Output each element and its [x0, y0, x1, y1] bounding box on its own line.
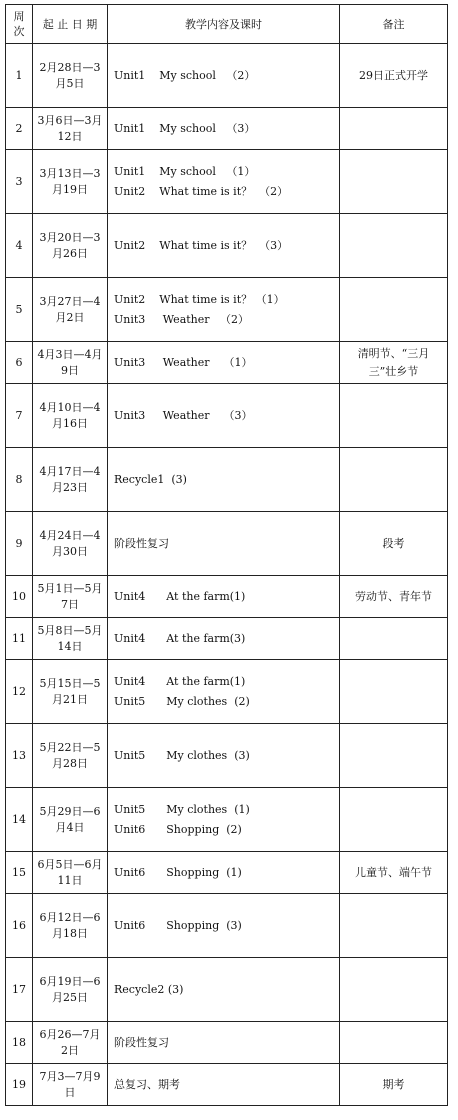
schedule-body — [6, 44, 448, 1106]
lesson-content — [108, 788, 340, 852]
remark: 段考 — [340, 512, 448, 576]
lesson-content — [108, 724, 340, 788]
lesson-content — [108, 852, 340, 894]
remark: 儿童节、端午节 — [340, 852, 448, 894]
remark: 期考 — [340, 1064, 448, 1106]
date-range: 4月24日—4月30日 — [33, 512, 108, 576]
lesson-line: Unit5 My clothes (3) — [114, 748, 250, 762]
lesson-line: Unit5 My clothes (2) — [114, 694, 250, 708]
lesson-content — [108, 894, 340, 958]
lesson-line: Unit2 What time is it？ （3） — [114, 238, 289, 252]
table-row — [6, 448, 448, 512]
week-number: 18 — [6, 1022, 33, 1064]
schedule-sheet — [5, 4, 448, 1106]
date-range: 5月29日—6月4日 — [33, 788, 108, 852]
remark — [340, 384, 448, 448]
lesson-content — [108, 278, 340, 342]
lesson-line: 总复习、期考 — [114, 1077, 180, 1091]
date-range: 7月3—7月9日 — [33, 1064, 108, 1106]
date-range: 5月1日—5月7日 — [33, 576, 108, 618]
lesson-content — [108, 150, 340, 214]
lesson-content — [108, 108, 340, 150]
lesson-line: Unit6 Shopping (3) — [114, 918, 242, 932]
lesson-line: Unit4 At the farm(1) — [114, 589, 246, 603]
date-range: 5月15日—5月21日 — [33, 660, 108, 724]
lesson-line: Recycle2 (3) — [114, 982, 184, 996]
table-row — [6, 278, 448, 342]
remark — [340, 958, 448, 1022]
week-number: 7 — [6, 384, 33, 448]
week-number: 12 — [6, 660, 33, 724]
lesson-line: Unit3 Weather （3） — [114, 408, 253, 422]
table-row — [6, 724, 448, 788]
table-row — [6, 618, 448, 660]
table-row — [6, 852, 448, 894]
remark — [340, 724, 448, 788]
lesson-line: Unit6 Shopping (2) — [114, 822, 242, 836]
remark — [340, 448, 448, 512]
week-number: 15 — [6, 852, 33, 894]
lesson-line: Unit4 At the farm(1) — [114, 674, 246, 688]
header-row — [6, 5, 448, 44]
lesson-line: Unit1 My school （2） — [114, 68, 256, 82]
remark — [340, 660, 448, 724]
header-week: 周次 — [6, 5, 33, 44]
table-row — [6, 1064, 448, 1106]
lesson-content — [108, 384, 340, 448]
week-number: 10 — [6, 576, 33, 618]
week-number: 8 — [6, 448, 33, 512]
lesson-line: Unit1 My school （1） — [114, 164, 256, 178]
week-number: 2 — [6, 108, 33, 150]
date-range: 5月8日—5月14日 — [33, 618, 108, 660]
lesson-line: Unit2 What time is it？ （2） — [114, 184, 289, 198]
lesson-line: Unit2 What time is it？ （1） — [114, 292, 285, 306]
date-range: 3月20日—3月26日 — [33, 214, 108, 278]
lesson-line: Unit5 My clothes (1) — [114, 802, 250, 816]
lesson-line: 阶段性复习 — [114, 536, 169, 550]
remark: 清明节、“三月三”壮乡节 — [340, 342, 448, 384]
remark — [340, 150, 448, 214]
remark: 29日正式开学 — [340, 44, 448, 108]
remark — [340, 108, 448, 150]
table-row — [6, 1022, 448, 1064]
table-row — [6, 342, 448, 384]
date-range: 2月28日—3月5日 — [33, 44, 108, 108]
week-number: 1 — [6, 44, 33, 108]
remark — [340, 278, 448, 342]
week-number: 3 — [6, 150, 33, 214]
remark — [340, 618, 448, 660]
date-range: 6月19日—6月25日 — [33, 958, 108, 1022]
week-number: 5 — [6, 278, 33, 342]
date-range: 3月13日—3月19日 — [33, 150, 108, 214]
date-range: 6月5日—6月11日 — [33, 852, 108, 894]
table-row — [6, 384, 448, 448]
lesson-line: 阶段性复习 — [114, 1035, 169, 1049]
lesson-line: Unit6 Shopping (1) — [114, 865, 242, 879]
lesson-content — [108, 660, 340, 724]
date-range: 4月17日—4月23日 — [33, 448, 108, 512]
week-number: 13 — [6, 724, 33, 788]
lesson-line: Recycle1 (3) — [114, 472, 187, 486]
table-row — [6, 788, 448, 852]
date-range: 4月3日—4月9日 — [33, 342, 108, 384]
lesson-line: Unit3 Weather （2） — [114, 312, 250, 326]
remark — [340, 1022, 448, 1064]
date-range: 3月6日—3月12日 — [33, 108, 108, 150]
lesson-content — [108, 214, 340, 278]
lesson-content — [108, 576, 340, 618]
lesson-content — [108, 1022, 340, 1064]
remark: 劳动节、青年节 — [340, 576, 448, 618]
week-number: 6 — [6, 342, 33, 384]
table-row — [6, 108, 448, 150]
table-row — [6, 44, 448, 108]
date-range: 3月27日—4月2日 — [33, 278, 108, 342]
table-row — [6, 150, 448, 214]
lesson-content — [108, 44, 340, 108]
date-range: 6月26—7月2日 — [33, 1022, 108, 1064]
remark — [340, 788, 448, 852]
table-row — [6, 958, 448, 1022]
lesson-content — [108, 342, 340, 384]
week-number: 9 — [6, 512, 33, 576]
header-date: 起 止 日 期 — [33, 5, 108, 44]
table-row — [6, 576, 448, 618]
lesson-content — [108, 618, 340, 660]
lesson-line: Unit1 My school （3） — [114, 121, 256, 135]
week-number: 17 — [6, 958, 33, 1022]
remark — [340, 894, 448, 958]
table-row — [6, 214, 448, 278]
date-range: 4月10日—4月16日 — [33, 384, 108, 448]
lesson-content — [108, 1064, 340, 1106]
lesson-line: Unit3 Weather （1） — [114, 355, 253, 369]
lesson-line: Unit4 At the farm(3) — [114, 631, 246, 645]
date-range: 5月22日—5月28日 — [33, 724, 108, 788]
table-row — [6, 512, 448, 576]
lesson-content — [108, 958, 340, 1022]
week-number: 14 — [6, 788, 33, 852]
table-row — [6, 894, 448, 958]
week-number: 11 — [6, 618, 33, 660]
lesson-content — [108, 448, 340, 512]
week-number: 4 — [6, 214, 33, 278]
header-note: 备注 — [340, 5, 448, 44]
remark — [340, 214, 448, 278]
teaching-schedule-table — [5, 4, 448, 1106]
table-row — [6, 660, 448, 724]
date-range: 6月12日—6月18日 — [33, 894, 108, 958]
week-number: 19 — [6, 1064, 33, 1106]
header-content: 教学内容及课时 — [108, 5, 340, 44]
week-number: 16 — [6, 894, 33, 958]
lesson-content — [108, 512, 340, 576]
